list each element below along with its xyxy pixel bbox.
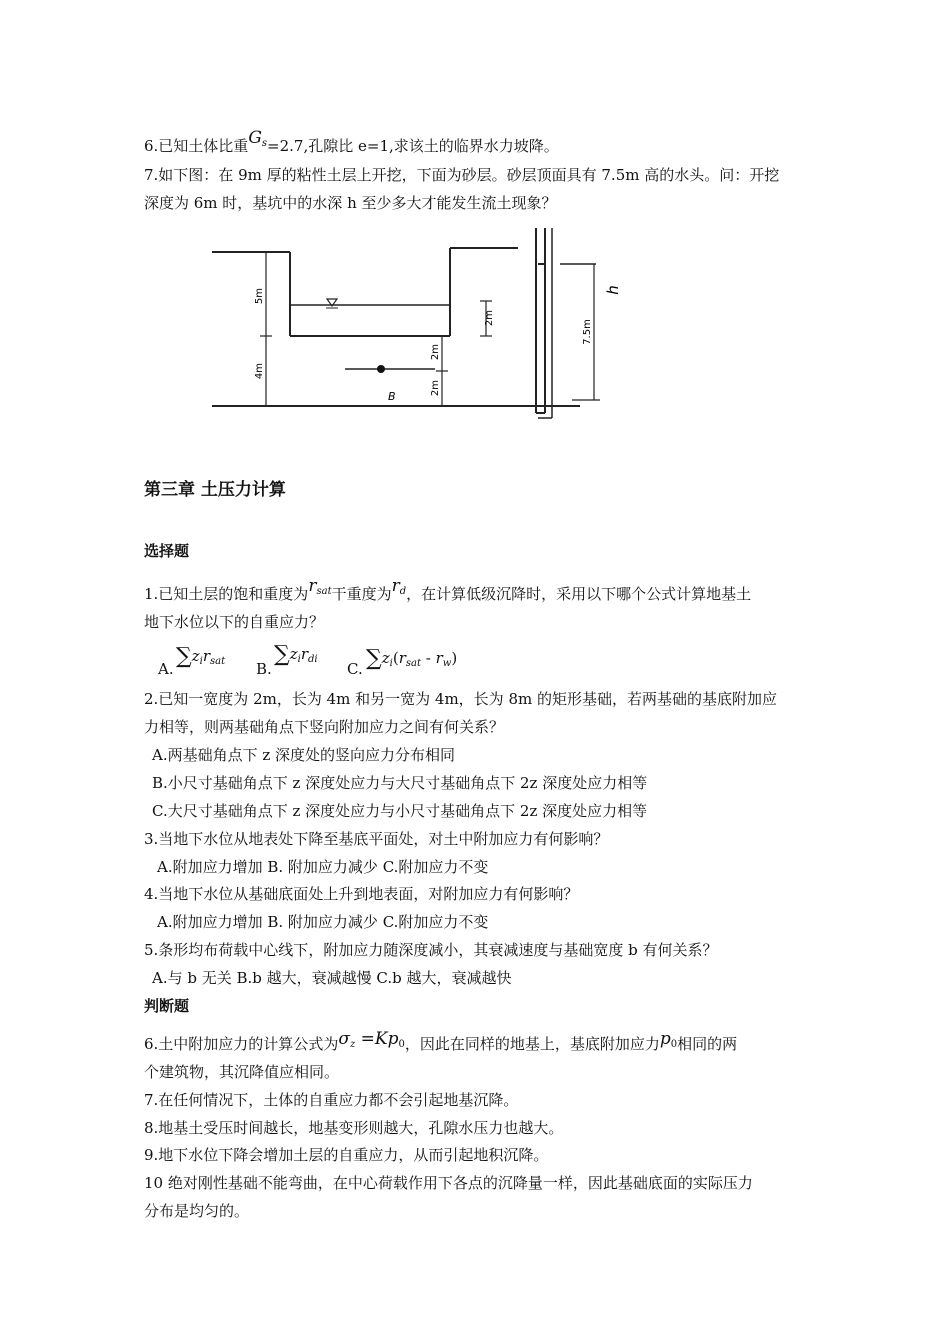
section-choice-title: 选择题 [144, 542, 190, 560]
r-sat-symbol: $r_{sat}$ [308, 576, 332, 597]
question-5-options: A.与 b 无关 B.b 越大，衰减越慢 C.b 越大，衰减越快 [152, 969, 512, 987]
question-3: 3.当地下水位从地表处下降至基底平面处，对土中附加应力有何影响？ [144, 830, 609, 848]
question-1-line2: 地下水位以下的自重应力？ [144, 613, 325, 631]
excavation-diagram [140, 228, 680, 438]
section-judge-title: 判断题 [144, 997, 190, 1015]
label-2m-lower: 2m [430, 379, 441, 397]
judge-question-6-line2: 个建筑物，其沉降值应相同。 [144, 1063, 340, 1081]
question-2-line2: 力相等，则两基础角点下竖向附加应力之间有何关系？ [144, 718, 505, 736]
chapter-title: 第三章 土压力计算 [144, 480, 286, 500]
question-3-options: A.附加应力增加 B. 附加应力减少 C.附加应力不变 [157, 858, 489, 876]
excavation-svg [140, 228, 680, 438]
label-5m: 5m [254, 287, 265, 305]
question-2-line1: 2.已知一宽度为 2m，长为 4m 和另一宽为 4m，长为 8m 的矩形基础，若两基础的基底附加应 [144, 690, 777, 708]
question-6-gs [144, 128, 559, 162]
question-5: 5.条形均布荷载中心线下，附加应力随深度减小，其衰减速度与基础宽度 b 有何关系？ [144, 941, 718, 959]
option-a-formula: $\sum z_ir_{sat}$ [176, 644, 226, 669]
label-7-5m: 7.5m [582, 319, 593, 345]
judge-question-7: 7.在任何情况下，土体的自重应力都不会引起地基沉降。 [144, 1091, 519, 1109]
judge-question-10-line2: 分布是均匀的。 [144, 1202, 250, 1220]
judge-question-10-line1: 10 绝对刚性基础不能弯曲，在中心荷载作用下各点的沉降量一样，因此基础底面的实际压力 [144, 1174, 753, 1192]
judge-question-6-line1: 6.土中附加应力的计算公式为$\sigma_z =Kp_0$，因此在同样的地基上，基底附加应力$p_0$相同的两 [144, 1029, 738, 1053]
p0-symbol: $p_0$ [659, 1029, 678, 1050]
question-4: 4.当地下水位从基础底面处上升到地表面，对附加应力有何影响？ [144, 885, 579, 903]
question-4-options: A.附加应力增加 B. 附加应力减少 C.附加应力不变 [157, 913, 489, 931]
option-b-formula: $\sum z_ir_{di}$ [274, 642, 318, 667]
judge-question-8: 8.地基土受压时间越长，地基变形则越大，孔隙水压力也越大。 [144, 1119, 564, 1137]
question-2-option-a: A.两基础角点下 z 深度处的竖向应力分布相同 [152, 746, 456, 764]
label-4m: 4m [254, 362, 265, 380]
option-b-label: B. [256, 660, 272, 678]
question-7-line2: 深度为 6m 时，基坑中的水深 h 至少多大才能发生流土现象？ [144, 194, 557, 212]
question-2-option-c: C.大尺寸基础角点下 z 深度处应力与小尺寸基础角点下 2z 深度处应力相等 [152, 802, 648, 820]
judge-question-9: 9.地下水位下降会增加土层的自重应力，从而引起地积沉降。 [144, 1146, 549, 1164]
q6-suffix: =2.7,孔隙比 e=1,求该土的临界水力坡降。 [267, 137, 559, 155]
label-2m-upper: 2m [430, 343, 441, 361]
label-2m-right: 2m [484, 309, 495, 327]
question-1-line1: 1.已知土层的饱和重度为$r_{sat}$干重度为$r_d$，在计算低级沉降时，采用以下哪个公式计算地基土 [144, 576, 752, 603]
stress-formula: $\sigma_z =Kp_0$ [338, 1029, 405, 1050]
question-7-line1: 7.如下图：在 9m 厚的粘性土层上开挖，下面为砂层。砂层顶面具有 7.5m 高的水头。问：开挖 [144, 166, 780, 184]
option-a-label: A. [158, 660, 174, 678]
q6-prefix: 6.已知土体比重 [144, 137, 249, 155]
option-c-label: C. [347, 660, 363, 678]
point-marker [377, 365, 385, 373]
label-b: B [388, 390, 396, 403]
question-2-option-b: B.小尺寸基础角点下 z 深度处应力与大尺寸基础角点下 2z 深度处应力相等 [152, 774, 648, 792]
r-d-symbol: $r_d$ [391, 576, 407, 597]
option-c-formula: $\sum z_i(r_{sat} - r_w)$ [366, 646, 458, 671]
label-h: h [604, 285, 622, 295]
gs-symbol: $G_s$ [248, 128, 268, 149]
question-1-options [144, 642, 644, 682]
